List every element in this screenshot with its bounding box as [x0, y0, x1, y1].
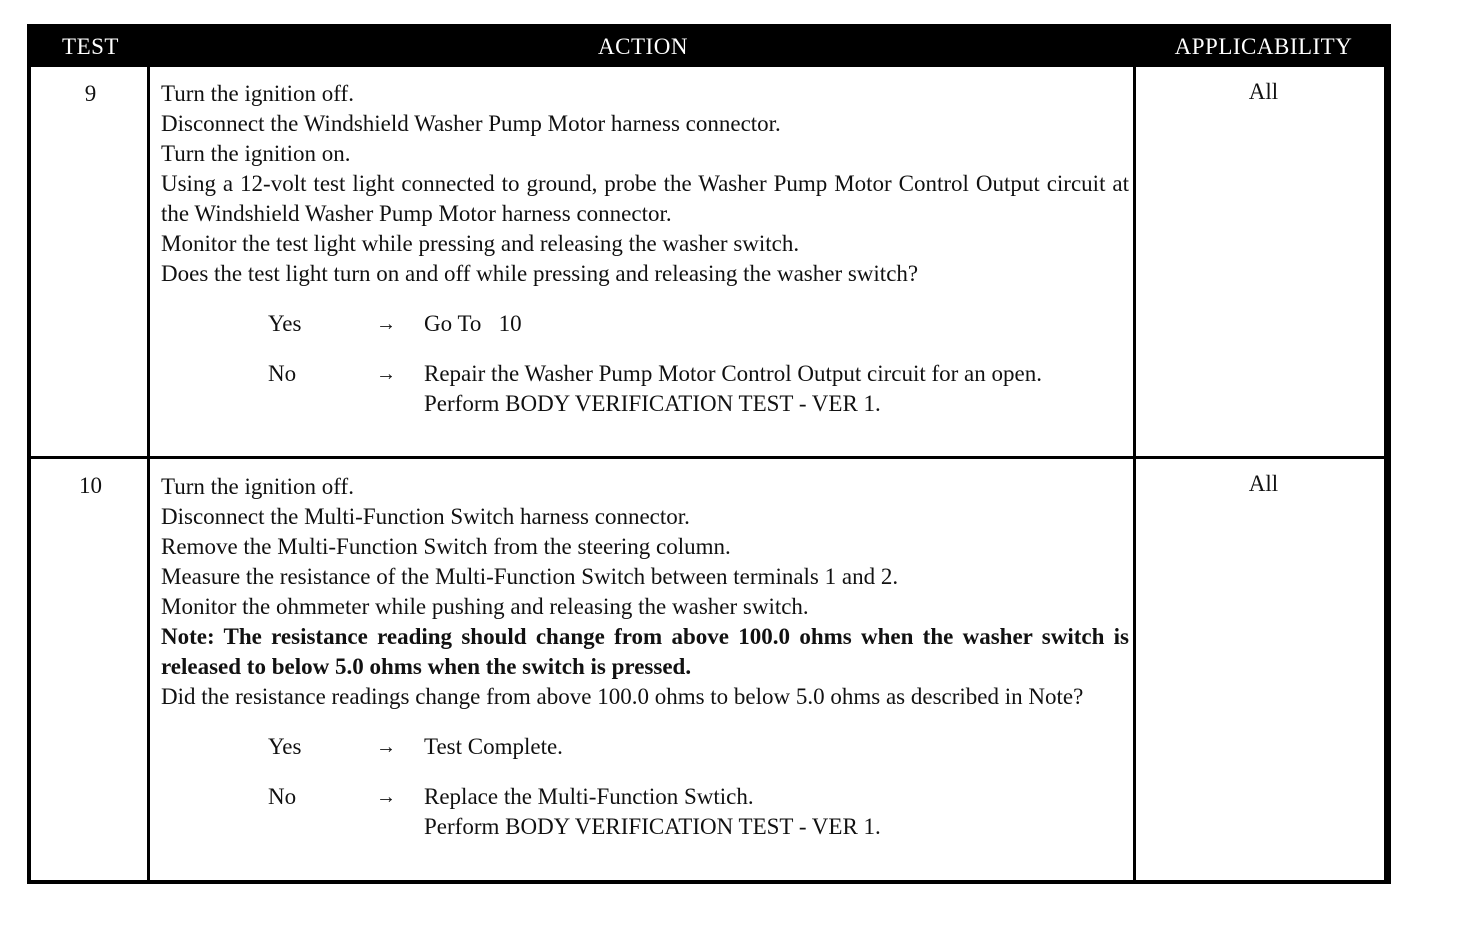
header-applicability: APPLICABILITY: [1174, 34, 1353, 59]
arrow-right-icon: →: [376, 363, 396, 385]
step-text: Using a 12-volt test light connected to ground, probe the Washer Pump Motor Control Output circuit at the Windshield Washer Pump Motor harness connector.: [161, 171, 1129, 226]
yes-answer: [161, 309, 1129, 339]
diagnostic-table: [27, 24, 1391, 884]
answer-text: Test Complete.: [424, 734, 563, 759]
step-text: Measure the resistance of the Multi-Function Switch between terminals 1 and 2.: [161, 564, 899, 589]
step-text: Monitor the test light while pressing and releasing the washer switch.: [161, 231, 800, 256]
answer-text: Perform BODY VERIFICATION TEST - VER 1.: [424, 814, 881, 839]
action-cell: [161, 79, 1129, 419]
note-text: Note: The resistance reading should change from above 100.0 ohms when the washer switch is released to below 5.0 ohms when the switch is pressed.: [161, 624, 1129, 679]
step-text: Turn the ignition off.: [161, 81, 354, 106]
yes-label: Yes: [268, 311, 302, 336]
step-text: Remove the Multi-Function Switch from the steering column.: [161, 534, 731, 559]
row-divider: [31, 456, 1387, 459]
arrow-right-icon: →: [376, 313, 396, 335]
arrow-right-icon: →: [376, 786, 396, 808]
yes-label: Yes: [268, 734, 302, 759]
step-text: Monitor the ohmmeter while pushing and releasing the washer switch.: [161, 594, 809, 619]
header-action: ACTION: [598, 34, 688, 59]
step-text: Turn the ignition on.: [161, 141, 351, 166]
applicability-value: All: [1248, 471, 1279, 496]
no-label: No: [268, 361, 297, 386]
no-answer: [161, 359, 1129, 419]
answer-text: Replace the Multi-Function Swtich.: [424, 784, 754, 809]
test-number: 9: [84, 81, 97, 106]
applicability-value: All: [1248, 79, 1279, 104]
yes-answer: [161, 732, 1129, 762]
step-text: Does the test light turn on and off while pressing and releasing the washer switch?: [161, 261, 919, 286]
no-answer: [161, 782, 1129, 842]
header-test: TEST: [62, 34, 119, 59]
answer-text: Repair the Washer Pump Motor Control Output circuit for an open.: [424, 361, 1042, 386]
question-text: Did the resistance readings change from above 100.0 ohms to below 5.0 ohms as described in Note?: [161, 684, 1084, 709]
step-text: Turn the ignition off.: [161, 474, 354, 499]
test-number: 10: [79, 473, 102, 498]
action-cell: [161, 472, 1129, 842]
table-header: [31, 28, 1387, 67]
step-text: Disconnect the Windshield Washer Pump Motor harness connector.: [161, 111, 781, 136]
answer-text: Perform BODY VERIFICATION TEST - VER 1.: [424, 391, 881, 416]
no-label: No: [268, 784, 297, 809]
arrow-right-icon: →: [376, 736, 396, 758]
answer-text: Go To 10: [424, 311, 522, 336]
step-text: Disconnect the Multi-Function Switch harness connector.: [161, 504, 690, 529]
